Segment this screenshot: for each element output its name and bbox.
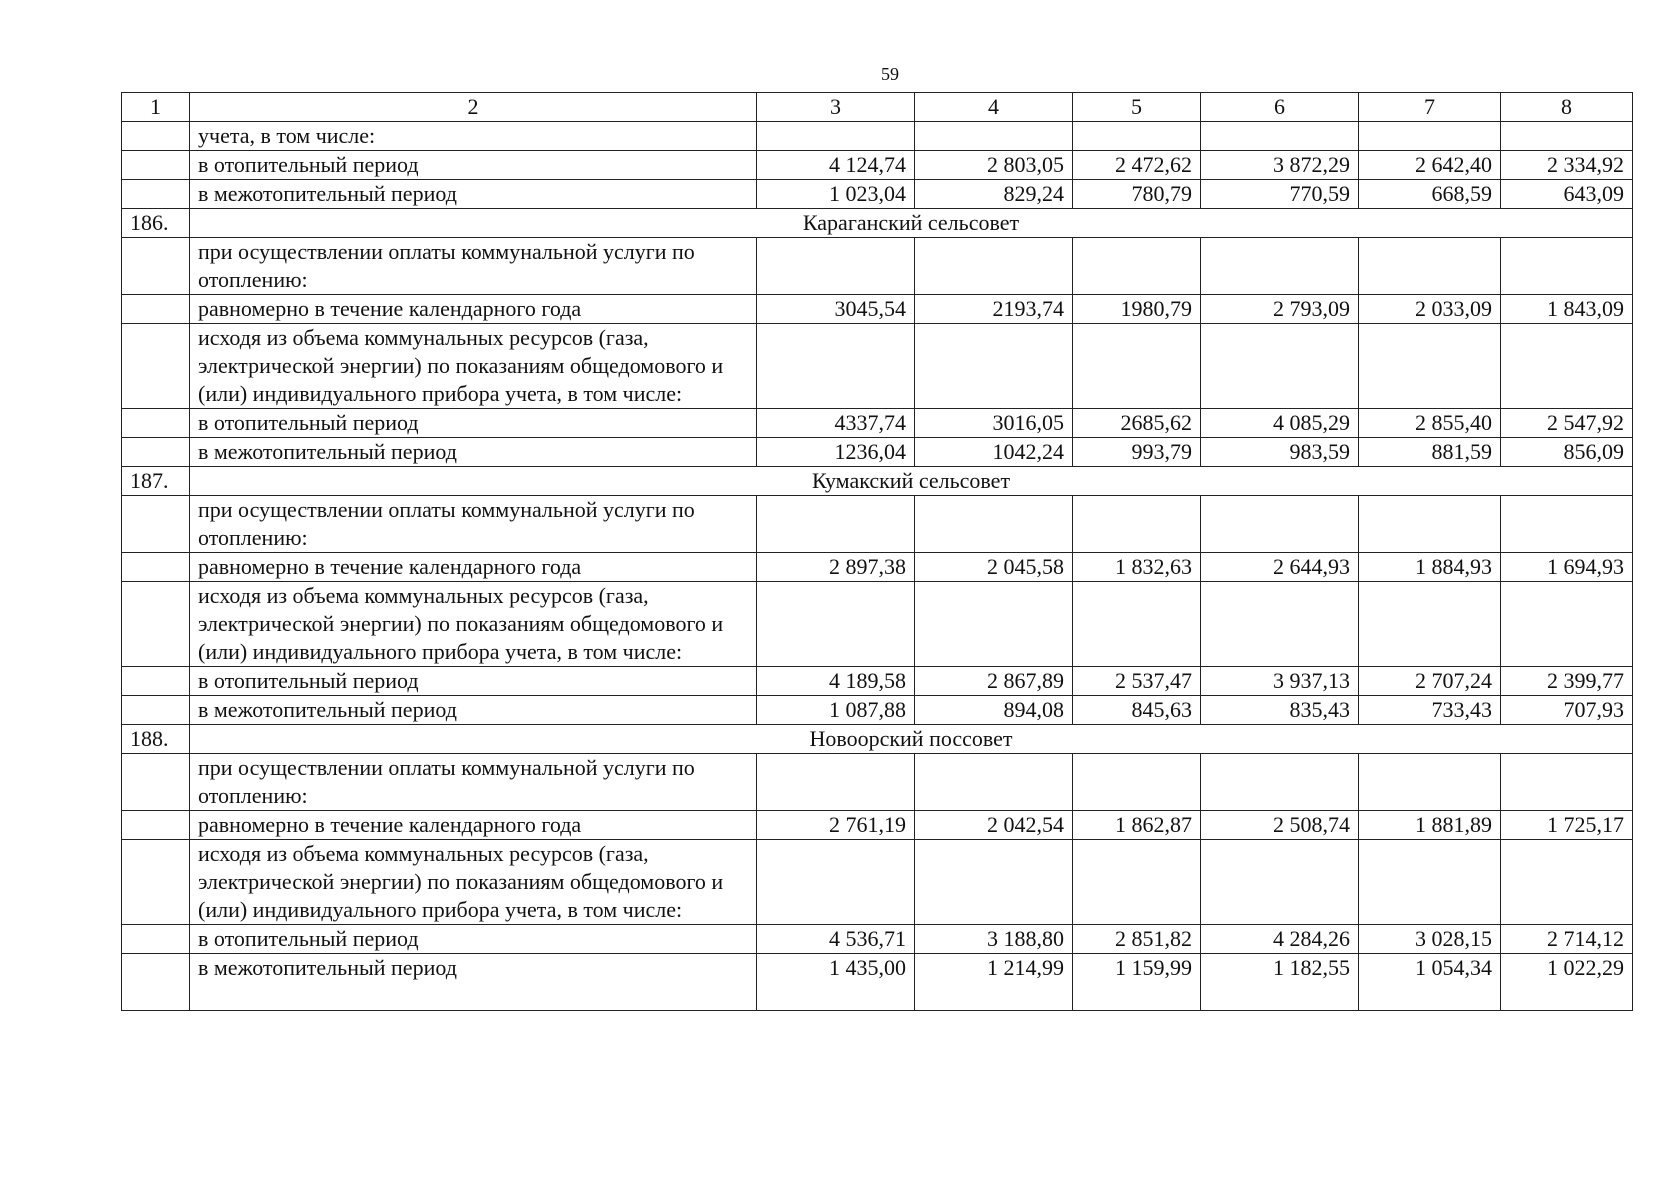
value-cell-col-3: 4 536,71: [757, 925, 915, 954]
value-cell-col-3: 1 023,04: [757, 180, 915, 209]
column-number-6: 6: [1201, 93, 1359, 122]
row-index-cell: [122, 496, 190, 553]
table-row: [122, 840, 1633, 925]
row-description: равномерно в течение календарного года: [190, 811, 757, 840]
value-cell-col-5: 2 472,62: [1073, 151, 1201, 180]
value-cell-col-7: [1359, 754, 1501, 811]
value-cell-col-6: [1201, 496, 1359, 553]
table-row: [122, 667, 1633, 696]
row-description: исходя из объема коммунальных ресурсов (газа, электрической энергии) по показаниям общедомового и (или) индивидуального прибора учета, в том числе:: [190, 840, 757, 925]
row-index-cell: [122, 954, 190, 1011]
value-cell-col-4: 2 042,54: [915, 811, 1073, 840]
value-cell-col-5: [1073, 238, 1201, 295]
row-index-cell: [122, 409, 190, 438]
value-cell-col-8: [1501, 582, 1633, 667]
page-number: 59: [881, 64, 899, 84]
value-cell-col-8: 707,93: [1501, 696, 1633, 725]
row-index-cell: [122, 667, 190, 696]
value-cell-col-7: 733,43: [1359, 696, 1501, 725]
value-cell-col-4: [915, 324, 1073, 409]
value-cell-col-8: [1501, 324, 1633, 409]
value-cell-col-6: [1201, 840, 1359, 925]
value-cell-col-6: 770,59: [1201, 180, 1359, 209]
value-cell-col-5: 1 832,63: [1073, 553, 1201, 582]
row-description: при осуществлении оплаты коммунальной услуги по отоплению:: [190, 754, 757, 811]
value-cell-col-6: [1201, 122, 1359, 151]
value-cell-col-7: 668,59: [1359, 180, 1501, 209]
value-cell-col-8: 1 725,17: [1501, 811, 1633, 840]
value-cell-col-6: 2 644,93: [1201, 553, 1359, 582]
value-cell-col-3: 1 087,88: [757, 696, 915, 725]
district-name: Караганский сельсовет: [190, 209, 1633, 238]
value-cell-col-4: 894,08: [915, 696, 1073, 725]
column-number-5: 5: [1073, 93, 1201, 122]
tariff-table: [121, 92, 1633, 1011]
value-cell-col-5: [1073, 122, 1201, 151]
value-cell-col-8: 1 694,93: [1501, 553, 1633, 582]
row-index-cell: [122, 151, 190, 180]
row-description: в отопительный период: [190, 667, 757, 696]
value-cell-col-3: 2 761,19: [757, 811, 915, 840]
value-cell-col-4: [915, 238, 1073, 295]
value-cell-col-3: 2 897,38: [757, 553, 915, 582]
value-cell-col-4: 829,24: [915, 180, 1073, 209]
table-row: [122, 180, 1633, 209]
value-cell-col-7: 2 642,40: [1359, 151, 1501, 180]
row-index-cell: [122, 811, 190, 840]
value-cell-col-6: 983,59: [1201, 438, 1359, 467]
value-cell-col-8: [1501, 496, 1633, 553]
value-cell-col-7: 2 855,40: [1359, 409, 1501, 438]
table-row: [122, 438, 1633, 467]
row-description: в межотопительный период: [190, 180, 757, 209]
table-row: [122, 324, 1633, 409]
district-name: Новоорский поссовет: [190, 725, 1633, 754]
value-cell-col-4: 2 867,89: [915, 667, 1073, 696]
value-cell-col-5: 1980,79: [1073, 295, 1201, 324]
district-name: Кумакский сельсовет: [190, 467, 1633, 496]
row-index-cell: [122, 324, 190, 409]
value-cell-col-4: [915, 582, 1073, 667]
value-cell-col-5: 2 537,47: [1073, 667, 1201, 696]
value-cell-col-3: [757, 238, 915, 295]
value-cell-col-6: [1201, 324, 1359, 409]
row-index-cell: [122, 295, 190, 324]
value-cell-col-3: [757, 754, 915, 811]
table-row: [122, 754, 1633, 811]
value-cell-col-4: 1 214,99: [915, 954, 1073, 1011]
value-cell-col-5: 780,79: [1073, 180, 1201, 209]
table-row: [122, 238, 1633, 295]
section-index: 188.: [122, 725, 190, 754]
column-number-header-row: [122, 93, 1633, 122]
row-index-cell: [122, 840, 190, 925]
value-cell-col-5: [1073, 582, 1201, 667]
section-row: [122, 209, 1633, 238]
value-cell-col-5: [1073, 496, 1201, 553]
row-index-cell: [122, 180, 190, 209]
value-cell-col-8: 2 714,12: [1501, 925, 1633, 954]
value-cell-col-6: 2 508,74: [1201, 811, 1359, 840]
row-index-cell: [122, 925, 190, 954]
value-cell-col-6: 3 872,29: [1201, 151, 1359, 180]
row-index-cell: [122, 438, 190, 467]
section-index: 187.: [122, 467, 190, 496]
row-index-cell: [122, 696, 190, 725]
row-description: при осуществлении оплаты коммунальной услуги по отоплению:: [190, 238, 757, 295]
column-number-4: 4: [915, 93, 1073, 122]
value-cell-col-3: [757, 840, 915, 925]
row-index-cell: [122, 553, 190, 582]
value-cell-col-4: [915, 754, 1073, 811]
value-cell-col-4: [915, 122, 1073, 151]
section-index: 186.: [122, 209, 190, 238]
value-cell-col-3: 1 435,00: [757, 954, 915, 1011]
value-cell-col-4: 1042,24: [915, 438, 1073, 467]
value-cell-col-8: 1 022,29: [1501, 954, 1633, 1011]
value-cell-col-8: 2 334,92: [1501, 151, 1633, 180]
row-index-cell: [122, 238, 190, 295]
value-cell-col-5: 2685,62: [1073, 409, 1201, 438]
row-description: в отопительный период: [190, 409, 757, 438]
value-cell-col-7: [1359, 324, 1501, 409]
value-cell-col-8: [1501, 238, 1633, 295]
value-cell-col-3: 4 189,58: [757, 667, 915, 696]
column-number-8: 8: [1501, 93, 1633, 122]
value-cell-col-4: 3 188,80: [915, 925, 1073, 954]
table-row: [122, 122, 1633, 151]
value-cell-col-3: [757, 122, 915, 151]
row-index-cell: [122, 582, 190, 667]
value-cell-col-8: 2 399,77: [1501, 667, 1633, 696]
value-cell-col-6: 3 937,13: [1201, 667, 1359, 696]
column-number-7: 7: [1359, 93, 1501, 122]
value-cell-col-3: [757, 582, 915, 667]
row-description: равномерно в течение календарного года: [190, 553, 757, 582]
value-cell-col-5: 1 862,87: [1073, 811, 1201, 840]
value-cell-col-5: [1073, 840, 1201, 925]
value-cell-col-5: 2 851,82: [1073, 925, 1201, 954]
value-cell-col-5: 1 159,99: [1073, 954, 1201, 1011]
value-cell-col-4: [915, 496, 1073, 553]
row-description: в отопительный период: [190, 925, 757, 954]
value-cell-col-7: 1 881,89: [1359, 811, 1501, 840]
value-cell-col-5: [1073, 324, 1201, 409]
value-cell-col-3: [757, 496, 915, 553]
value-cell-col-7: [1359, 238, 1501, 295]
value-cell-col-8: 1 843,09: [1501, 295, 1633, 324]
section-row: [122, 467, 1633, 496]
table-row: [122, 409, 1633, 438]
value-cell-col-3: 1236,04: [757, 438, 915, 467]
value-cell-col-5: [1073, 754, 1201, 811]
value-cell-col-3: 4337,74: [757, 409, 915, 438]
section-row: [122, 725, 1633, 754]
value-cell-col-5: 993,79: [1073, 438, 1201, 467]
value-cell-col-7: [1359, 496, 1501, 553]
value-cell-col-8: 2 547,92: [1501, 409, 1633, 438]
row-description: при осуществлении оплаты коммунальной услуги по отоплению:: [190, 496, 757, 553]
row-description: в межотопительный период: [190, 438, 757, 467]
table-row: [122, 553, 1633, 582]
table-row: [122, 295, 1633, 324]
table-row: [122, 811, 1633, 840]
value-cell-col-7: 2 707,24: [1359, 667, 1501, 696]
value-cell-col-8: [1501, 840, 1633, 925]
table-row: [122, 582, 1633, 667]
value-cell-col-6: [1201, 238, 1359, 295]
value-cell-col-7: [1359, 582, 1501, 667]
value-cell-col-4: 2 045,58: [915, 553, 1073, 582]
value-cell-col-6: 1 182,55: [1201, 954, 1359, 1011]
value-cell-col-7: 881,59: [1359, 438, 1501, 467]
value-cell-col-7: [1359, 840, 1501, 925]
value-cell-col-7: 1 884,93: [1359, 553, 1501, 582]
row-index-cell: [122, 754, 190, 811]
column-number-3: 3: [757, 93, 915, 122]
value-cell-col-6: 4 085,29: [1201, 409, 1359, 438]
value-cell-col-7: 3 028,15: [1359, 925, 1501, 954]
row-description: в межотопительный период: [190, 954, 757, 1011]
value-cell-col-8: [1501, 122, 1633, 151]
row-description: равномерно в течение календарного года: [190, 295, 757, 324]
column-number-1: 1: [122, 93, 190, 122]
value-cell-col-4: [915, 840, 1073, 925]
row-index-cell: [122, 122, 190, 151]
row-description: учета, в том числе:: [190, 122, 757, 151]
value-cell-col-4: 2 803,05: [915, 151, 1073, 180]
value-cell-col-4: 3016,05: [915, 409, 1073, 438]
table-row: [122, 496, 1633, 553]
value-cell-col-4: 2193,74: [915, 295, 1073, 324]
value-cell-col-8: 643,09: [1501, 180, 1633, 209]
row-description: исходя из объема коммунальных ресурсов (газа, электрической энергии) по показаниям общедомового и (или) индивидуального прибора учета, в том числе:: [190, 324, 757, 409]
table-row: [122, 151, 1633, 180]
value-cell-col-8: 856,09: [1501, 438, 1633, 467]
value-cell-col-6: 2 793,09: [1201, 295, 1359, 324]
value-cell-col-7: [1359, 122, 1501, 151]
value-cell-col-3: 3045,54: [757, 295, 915, 324]
column-number-2: 2: [190, 93, 757, 122]
value-cell-col-8: [1501, 754, 1633, 811]
value-cell-col-5: 845,63: [1073, 696, 1201, 725]
value-cell-col-6: 4 284,26: [1201, 925, 1359, 954]
table-row: [122, 696, 1633, 725]
table-row: [122, 925, 1633, 954]
value-cell-col-6: [1201, 754, 1359, 811]
row-description: в межотопительный период: [190, 696, 757, 725]
row-description: в отопительный период: [190, 151, 757, 180]
table-row: [122, 954, 1633, 1011]
value-cell-col-7: 2 033,09: [1359, 295, 1501, 324]
row-description: исходя из объема коммунальных ресурсов (газа, электрической энергии) по показаниям общедомового и (или) индивидуального прибора учета, в том числе:: [190, 582, 757, 667]
value-cell-col-7: 1 054,34: [1359, 954, 1501, 1011]
value-cell-col-3: 4 124,74: [757, 151, 915, 180]
value-cell-col-6: [1201, 582, 1359, 667]
value-cell-col-6: 835,43: [1201, 696, 1359, 725]
value-cell-col-3: [757, 324, 915, 409]
